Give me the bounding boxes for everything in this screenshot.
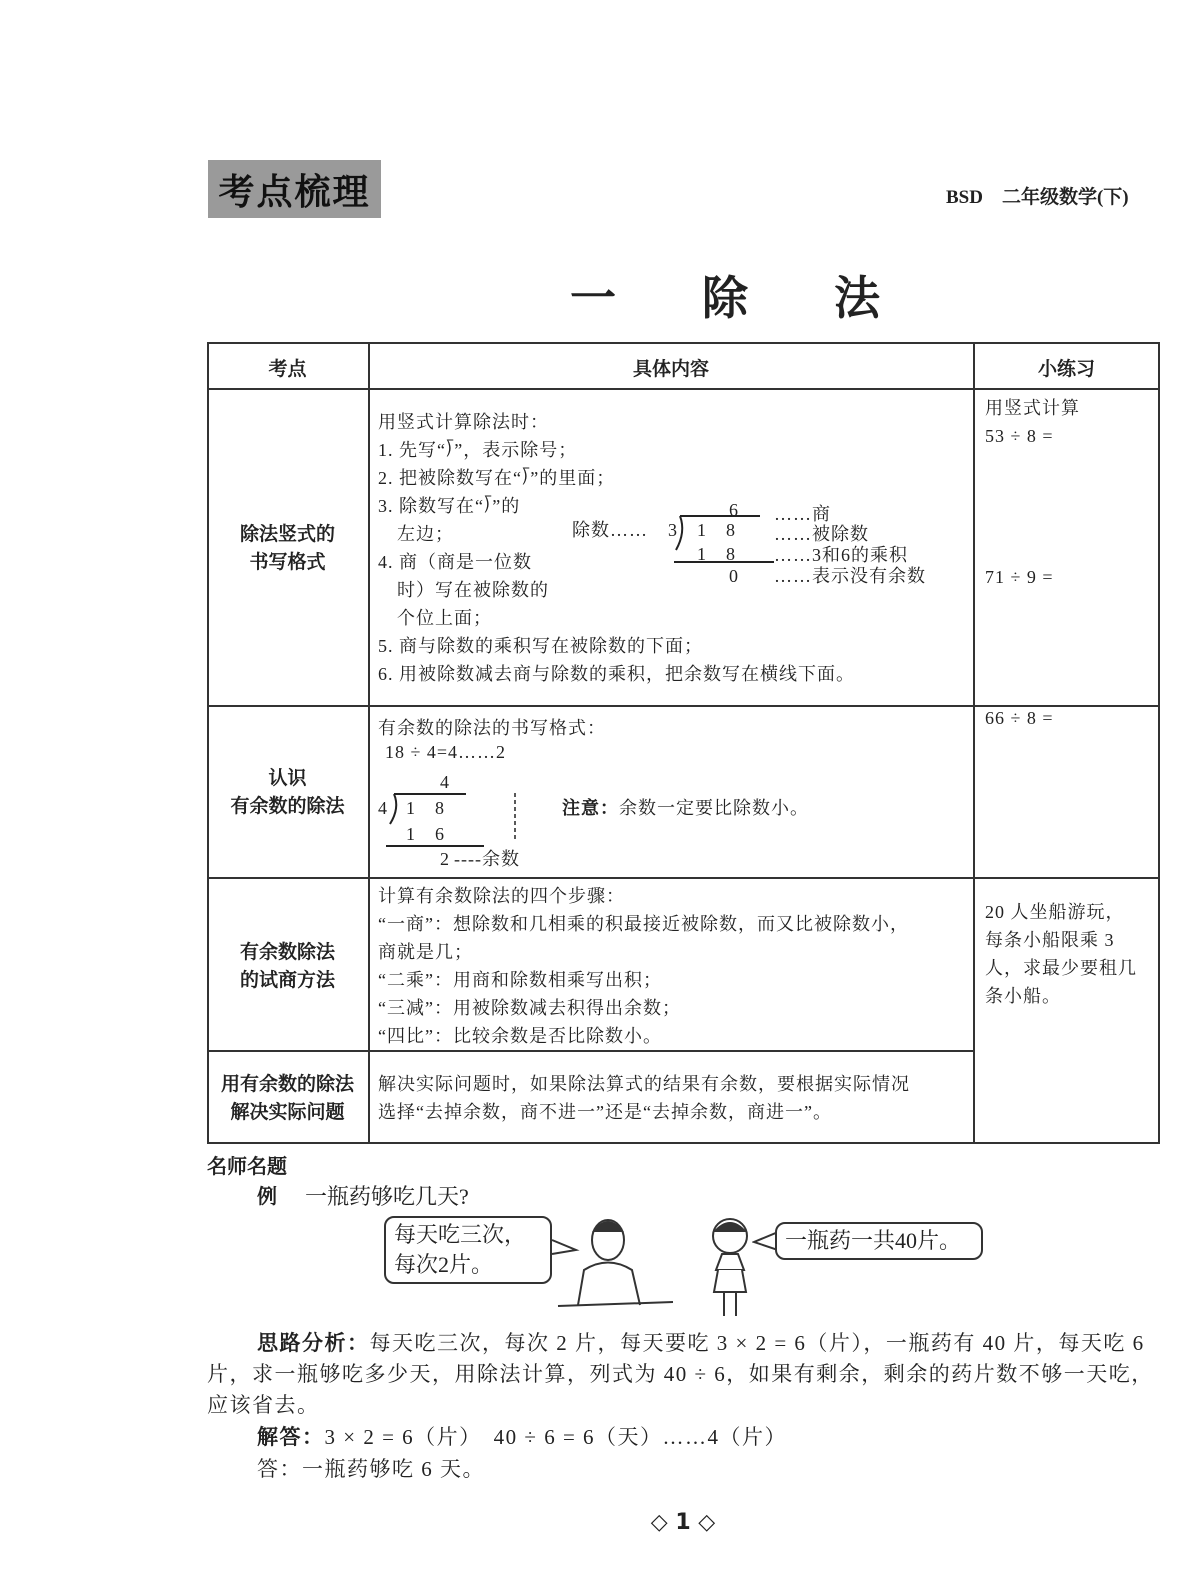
topic-real-problems: 用有余数的除法 解决实际问题 [220,1073,354,1123]
word-problem-line: 条小船。 [985,986,1061,1006]
text-line: 商就是几； [378,942,473,962]
text-line: 3. 除数写在“⟌”的 [378,496,521,516]
text-line: 4. 商（商是一位数 [378,552,532,572]
analysis-line: 片，求一瓶够吃多少天，用除法计算，列式为 40 ÷ 6，如果有剩余，剩余的药片数不够一天吃， [207,1362,1154,1386]
practice-item: 53 ÷ 8 = [985,426,1054,446]
remainder: 0 [729,566,739,586]
product: 1 8 [697,544,736,564]
text-line: “三减”：用被除数减去积得出余数； [378,998,681,1018]
division-bracket [380,790,530,850]
topic-division-format: 除法竖式的 书写格式 [239,523,335,573]
header-practice: 小练习 [1037,358,1095,380]
example-label: 例 [257,1184,277,1208]
text-line: 时）写在被除数的 [378,580,549,600]
product: 1 6 [406,824,445,844]
bubble-line: 每天吃三次， [394,1222,527,1247]
example-question: 一瓶药够吃几天? [305,1184,469,1209]
speech-bubble-girl: 一瓶药一共40片。 [775,1222,983,1260]
girl-illustration [700,1212,760,1324]
text-line: 选择“去掉余数，商不进一”还是“去掉余数，商进一”。 [378,1102,832,1122]
answer-line [257,1422,787,1453]
divisor: 4 [378,798,388,818]
section-banner: 考点梳理 [208,160,381,218]
answer-text: 3 × 2 = 6（片） 40 ÷ 6 = 6（天）……4（片） [324,1425,788,1449]
text-line: 2. 把被除数写在“⟌”的里面； [378,468,616,488]
text-line: 个位上面； [378,608,492,628]
text-line: 用竖式计算除法时： [378,412,549,432]
note [562,794,809,823]
text-line: “二乘”：用商和除数相乘写出积； [378,970,662,990]
text-line: “四比”：比较余数是否比除数小。 [378,1026,662,1046]
practice-item: 66 ÷ 8 = [985,708,1054,728]
word-problem-line: 20 人坐船游玩， [985,902,1125,922]
analysis-line: 应该省去。 [207,1393,320,1417]
header-topic: 考点 [268,358,307,380]
divisor-label: 除数…… [572,520,648,540]
practice-heading: 用竖式计算 [985,398,1080,418]
doctor-illustration [548,1210,678,1310]
speech-bubble-doctor [384,1216,552,1284]
text-line: 解决实际问题时，如果除法算式的结果有余数，要根据实际情况 [378,1074,910,1094]
chapter-title: 一 除 法 [570,271,900,325]
remainder: 2 [440,849,450,869]
divisor: 3 [668,520,678,540]
remainder-label: ----余数 [454,849,520,869]
analysis-text: 每天吃三次，每次 2 片，每天要吃 3 × 2 = 6（片），一瓶药有 40 片，每天吃 6 [369,1331,1145,1355]
analysis-line [257,1328,1145,1359]
text-line: 计算有余数除法的四个步骤： [378,886,625,906]
quotient: 4 [440,772,450,792]
text-line: 6. 用被除数减去商与除数的乘积，把余数写在横线下面。 [378,664,855,684]
label-quotient: ……商 [774,504,831,524]
answer-label: 解答： [257,1425,325,1449]
text-line: “一商”：想除数和几相乘的积最接近被除数，而又比被除数小， [378,914,909,934]
analysis-label: 思路分析： [257,1331,370,1355]
text-line: 有余数的除法的书写格式： [378,718,606,738]
word-problem-line: 人，求最少要租几 [985,958,1137,978]
bubble-line: 每次2片。 [394,1252,494,1277]
note-text: 余数一定要比除数小。 [619,798,809,818]
label-product: ……3和6的乘积 [774,545,908,565]
page-number: ◇ 1 ◇ [650,1510,716,1535]
topic-trial-quotient: 有余数除法 的试商方法 [239,941,335,991]
division-bracket [670,510,780,570]
text-line: 1. 先写“⟌”，表示除号； [378,440,578,460]
word-problem-line: 每条小船限乘 3 [985,930,1115,950]
section-heading: 名师名题 [207,1154,287,1178]
text-line: 左边； [378,524,454,544]
text-line: 5. 商与除数的乘积写在被除数的下面； [378,636,703,656]
equation: 18 ÷ 4=4……2 [385,742,507,762]
quotient: 6 [729,500,739,520]
note-label: 注意： [562,798,619,819]
conclusion: 答：一瓶药够吃 6 天。 [257,1457,485,1481]
topic-remainder-division: 认识 有余数的除法 [230,767,345,817]
dividend: 1 8 [697,520,736,540]
practice-item: 71 ÷ 9 = [985,567,1054,587]
header-content: 具体内容 [632,358,709,380]
book-title: BSD 二年级数学(下) [946,187,1129,208]
label-remainder: ……表示没有余数 [774,566,926,586]
dividend: 1 8 [406,798,445,818]
label-dividend: ……被除数 [774,524,869,544]
